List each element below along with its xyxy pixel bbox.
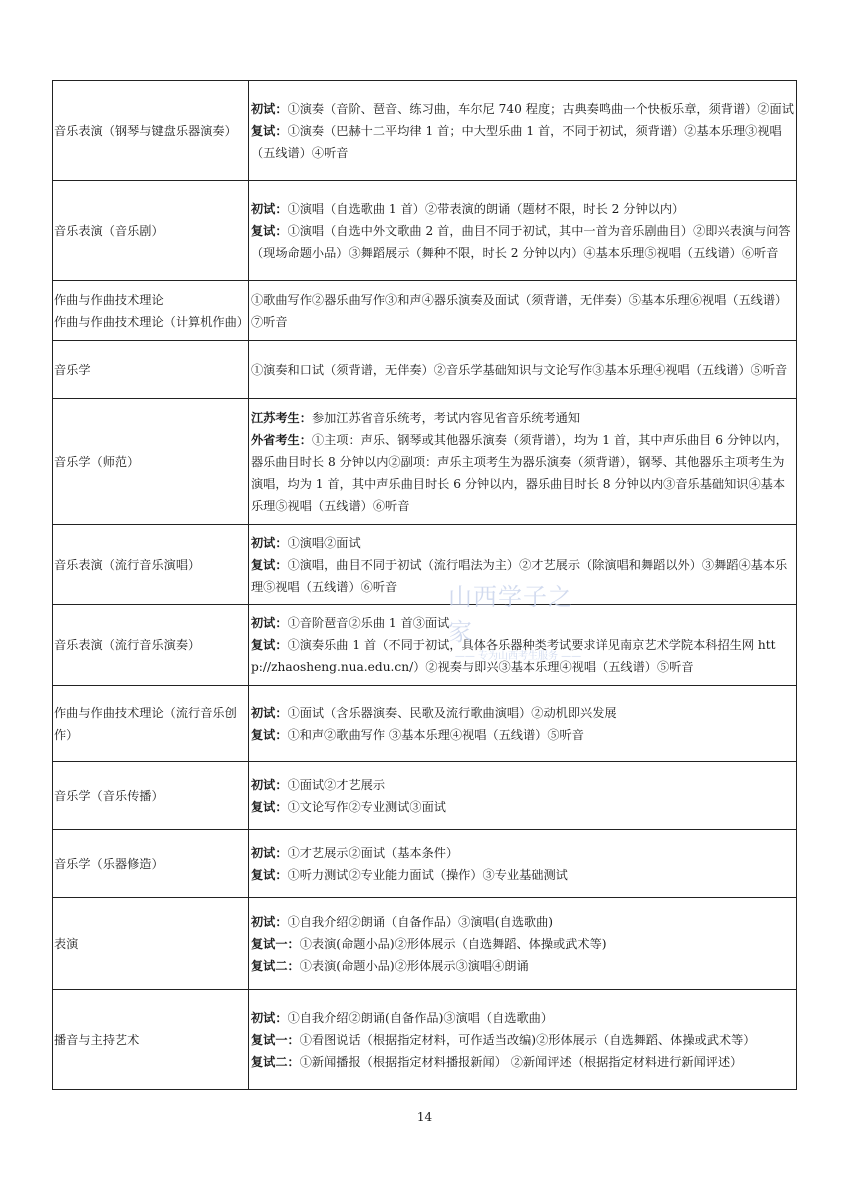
exam-stage-label: 复试： <box>251 123 288 138</box>
exam-line <box>251 429 794 517</box>
exam-line <box>251 120 794 164</box>
exam-line <box>251 933 794 955</box>
exam-stage-text: ①文论写作②专业测试③面试 <box>287 799 446 814</box>
exam-content-cell <box>249 898 797 990</box>
major-name: 音乐学（师范） <box>54 454 140 469</box>
exam-line <box>251 612 794 634</box>
table-row <box>53 81 797 181</box>
exam-line <box>251 842 794 864</box>
exam-stage-label: 复试： <box>251 727 288 742</box>
exam-stage-label: 复试： <box>251 638 288 652</box>
major-name: 音乐表演（流行音乐演奏） <box>54 638 201 652</box>
exam-stage-label: 外省考生： <box>251 432 312 447</box>
exam-content-cell <box>249 762 797 830</box>
table-row <box>53 341 797 399</box>
exam-stage-label: 复试一： <box>251 936 300 951</box>
major-name: 音乐表演（流行音乐演唱） <box>54 557 201 572</box>
major-name: 音乐学（乐器修造） <box>54 856 164 871</box>
exam-stage-text: ①才艺展示②面试（基本条件） <box>287 845 459 860</box>
major-cell <box>53 762 249 830</box>
exam-stage-text: ①自我介绍②朗诵（自备作品）③演唱(自选歌曲) <box>287 914 554 929</box>
exam-stage-text: ①演奏（音阶、琶音、练习曲，车尔尼 740 程度；古典奏鸣曲一个快板乐章，须背谱）②面试 <box>287 101 794 116</box>
exam-stage-text: ①表演(命题小品)②形体展示③演唱④朗诵 <box>299 958 529 973</box>
exam-line <box>251 1051 794 1073</box>
table-body <box>53 81 797 1090</box>
table-row <box>53 898 797 990</box>
exam-stage-text: ①歌曲写作②器乐曲写作③和声④器乐演奏及面试（须背谱，无伴奏）⑤基本乐理⑥视唱（五线谱）⑦听音 <box>251 292 788 329</box>
exam-line <box>251 198 794 220</box>
exam-stage-text: ①演唱②面试 <box>287 535 361 550</box>
table-row <box>53 605 797 686</box>
table-row <box>53 181 797 281</box>
exam-stage-label: 初试： <box>251 201 288 216</box>
exam-stage-label: 江苏考生： <box>251 410 312 425</box>
exam-line <box>251 532 794 554</box>
major-cell <box>53 399 249 525</box>
exam-line <box>251 774 794 796</box>
exam-line <box>251 359 794 381</box>
exam-stage-text: ①演奏和口试（须背谱，无伴奏）②音乐学基础知识与文论写作③基本乐理④视唱（五线谱）⑤听音 <box>251 362 788 377</box>
major-cell <box>53 830 249 898</box>
exam-line <box>251 220 794 264</box>
exam-stage-text: ①演奏乐曲 1 首（不同于初试，具体各乐器种类考试要求详见南京艺术学院本科招生网 http://zhaosheng.nua.edu.cn/）②视奏与即兴③基本乐理④视唱（五线谱）⑤听音 <box>251 638 776 674</box>
table-row <box>53 399 797 525</box>
exam-stage-text: 参加江苏省音乐统考，考试内容见省音乐统考通知 <box>311 410 581 425</box>
exam-stage-text: ①看图说话（根据指定材料，可作适当改编)②形体展示（自选舞蹈、体操或武术等） <box>299 1032 756 1047</box>
table-row <box>53 762 797 830</box>
table-row <box>53 525 797 605</box>
exam-content-cell <box>249 341 797 399</box>
exam-stage-label: 初试： <box>251 616 288 630</box>
major-cell <box>53 525 249 605</box>
exam-stage-text: ①和声②歌曲写作 ③基本乐理④视唱（五线谱）⑤听音 <box>287 727 584 742</box>
major-cell <box>53 605 249 686</box>
major-name: 作曲与作曲技术理论（流行音乐创作） <box>54 705 237 742</box>
exam-content-cell <box>249 605 797 686</box>
exam-stage-text: ①表演(命题小品)②形体展示（自选舞蹈、体操或武术等) <box>299 936 607 951</box>
major-cell <box>53 281 249 341</box>
exam-stage-text: ①听力测试②专业能力面试（操作）③专业基础测试 <box>287 867 568 882</box>
exam-line <box>251 911 794 933</box>
table-row <box>53 990 797 1090</box>
exam-line <box>251 864 794 886</box>
exam-stage-text: ①主项：声乐、钢琴或其他器乐演奏（须背谱），均为 1 首，其中声乐曲目 6 分钟以内，器乐曲目时长 8 分钟以内②副项：声乐主项考生为器乐演奏（须背谱），钢琴、其他器乐主项考生为演唱，均为 1 首，其中声乐曲目时长 6 分钟以内，器乐曲目时长 8 分钟以内③音乐基础知识④基本乐理⑤视唱（五线谱）⑥听音 <box>251 432 788 513</box>
exam-line <box>251 98 794 120</box>
exam-content-cell <box>249 399 797 525</box>
exam-stage-label: 复试一： <box>251 1032 300 1047</box>
exam-line <box>251 1007 794 1029</box>
exam-stage-label: 初试： <box>251 1010 288 1025</box>
exam-stage-text: ①新闻播报（根据指定材料播报新闻） ②新闻评述（根据指定材料进行新闻评述） <box>299 1054 743 1069</box>
watermark-sub: —— 专为山西考生服务 —— <box>454 651 582 662</box>
exam-stage-text: ①面试②才艺展示 <box>287 777 386 792</box>
major-cell <box>53 686 249 762</box>
major-cell <box>53 898 249 990</box>
major-cell <box>53 81 249 181</box>
exam-stage-label: 复试二： <box>251 1054 300 1069</box>
exam-content-cell <box>249 830 797 898</box>
page-number: 14 <box>416 1110 433 1124</box>
exam-line <box>251 1029 794 1051</box>
exam-content-cell <box>249 990 797 1090</box>
watermark-main: 山西学子之家 <box>448 583 573 646</box>
major-name: 音乐表演（音乐剧） <box>54 223 164 238</box>
exam-stage-label: 初试： <box>251 535 288 550</box>
exam-stage-text: ①面试（含乐器演奏、民歌及流行歌曲演唱）②动机即兴发展 <box>287 705 617 720</box>
admission-exam-table <box>52 80 797 1090</box>
exam-stage-text: ①演唱，曲目不同于初试（流行唱法为主）②才艺展示（除演唱和舞蹈以外）③舞蹈④基本乐理⑤视唱（五线谱）⑥听音 <box>251 557 788 594</box>
exam-line <box>251 724 794 746</box>
exam-stage-label: 初试： <box>251 705 288 720</box>
exam-stage-label: 复试： <box>251 799 288 814</box>
exam-stage-text: ①演唱（自选中外文歌曲 2 首，曲目不同于初试，其中一首为音乐剧曲目）②即兴表演与问答（现场命题小品）③舞蹈展示（舞种不限，时长 2 分钟以内）④基本乐理⑤视唱（五线谱）⑥听音 <box>251 223 791 260</box>
table-row <box>53 830 797 898</box>
exam-stage-text: ①音阶琶音②乐曲 1 首③面试 <box>287 616 450 630</box>
exam-stage-label: 复试： <box>251 557 288 572</box>
exam-stage-label: 复试二： <box>251 958 300 973</box>
table-row <box>53 281 797 341</box>
exam-content-cell <box>249 181 797 281</box>
exam-stage-text: ①自我介绍②朗诵(自备作品)③演唱（自选歌曲） <box>287 1010 554 1025</box>
major-name: 作曲与作曲技术理论（计算机作曲） <box>54 314 249 329</box>
exam-content-cell <box>249 281 797 341</box>
exam-line <box>251 955 794 977</box>
exam-line <box>251 407 794 429</box>
major-cell <box>53 341 249 399</box>
major-name: 音乐表演（钢琴与键盘乐器演奏） <box>54 123 237 138</box>
exam-stage-text: ①演唱（自选歌曲 1 首）②带表演的朗诵（题材不限，时长 2 分钟以内） <box>287 201 685 216</box>
exam-stage-label: 复试： <box>251 223 288 238</box>
major-name: 作曲与作曲技术理论 <box>54 292 164 307</box>
major-cell <box>53 181 249 281</box>
exam-stage-label: 初试： <box>251 914 288 929</box>
exam-stage-label: 初试： <box>251 101 288 116</box>
exam-stage-label: 复试： <box>251 867 288 882</box>
major-name: 表演 <box>54 936 79 951</box>
exam-line <box>251 796 794 818</box>
exam-content-cell <box>249 81 797 181</box>
exam-content-cell <box>249 525 797 605</box>
exam-content-cell <box>249 686 797 762</box>
exam-stage-label: 初试： <box>251 777 288 792</box>
exam-stage-label: 初试： <box>251 845 288 860</box>
exam-stage-text: ①演奏（巴赫十二平均律 1 首；中大型乐曲 1 首，不同于初试，须背谱）②基本乐理③视唱（五线谱）④听音 <box>251 123 782 160</box>
major-cell <box>53 990 249 1090</box>
exam-line <box>251 554 794 598</box>
exam-line <box>251 289 794 333</box>
major-name: 音乐学 <box>54 362 91 377</box>
table-row <box>53 686 797 762</box>
major-name: 音乐学（音乐传播） <box>54 788 164 803</box>
major-name: 播音与主持艺术 <box>54 1032 140 1047</box>
exam-line <box>251 702 794 724</box>
exam-line <box>251 634 794 678</box>
